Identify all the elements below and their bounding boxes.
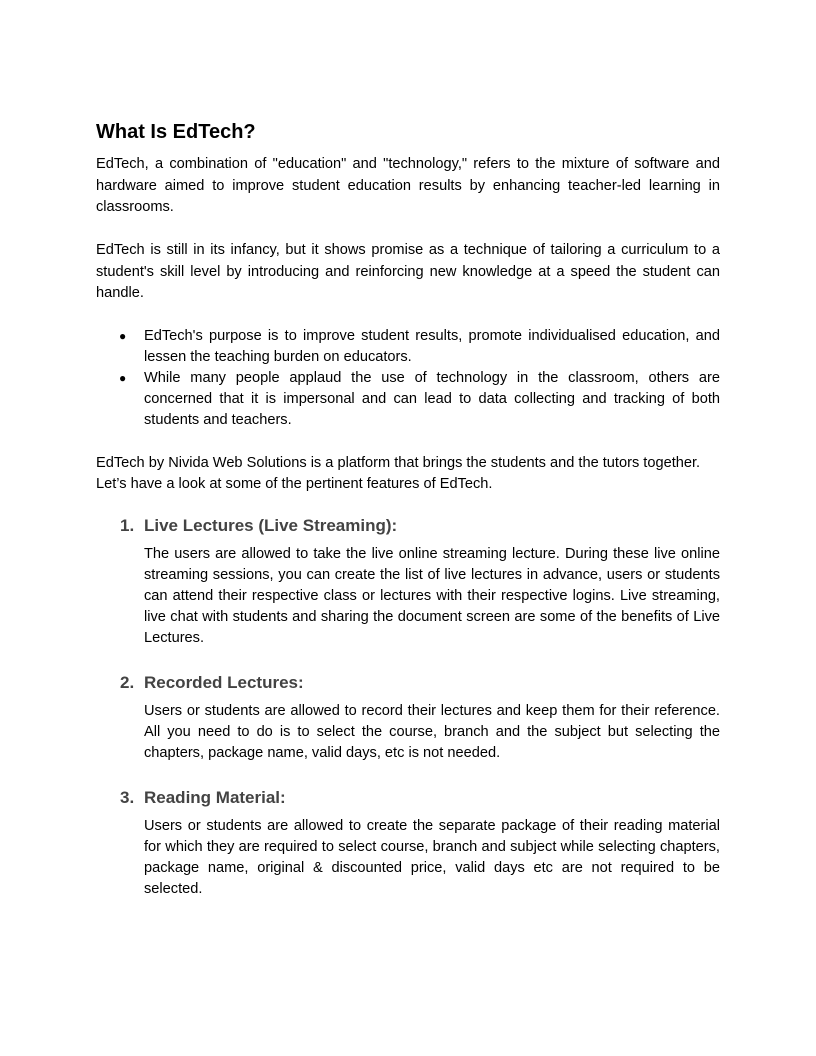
feature-live-lectures [120, 514, 720, 649]
infancy-paragraph: EdTech is still in its infancy, but it shows promise as a technique of tailoring a curriculum to a student's skill level by introducing and reinforcing new knowledge at a speed the student can handle. [96, 242, 720, 301]
document-page [96, 118, 720, 900]
feature-title: Live Lectures (Live Streaming): [144, 515, 398, 535]
bullet-text: While many people applaud the use of technology in the classroom, others are concerned that it is impersonal and can lead to data collecting and tracking of both students and teachers. [144, 370, 720, 428]
bullet-marker: ● [119, 371, 127, 385]
feature-number: 2. [120, 672, 135, 692]
bullet-item [119, 326, 720, 368]
bullet-marker: ● [119, 329, 127, 343]
paragraph-gap [96, 219, 720, 241]
feature-recorded-lectures [120, 671, 720, 764]
platform-paragraph: EdTech by Nivida Web Solutions is a platform that brings the students and the tutors together. Let’s have a look at some of the pertinent features of EdTech. [96, 454, 701, 492]
paragraph-gap [96, 305, 720, 327]
feature-title: Recorded Lectures: [144, 672, 304, 692]
feature-reading-material [120, 786, 720, 900]
feature-heading [120, 786, 720, 810]
bullet-text: EdTech's purpose is to improve student results, promote individualised education, and lessen the teaching burden on educators. [144, 328, 720, 365]
feature-heading [120, 671, 720, 695]
feature-body: Users or students are allowed to record their lectures and keep them for their reference. All you need to do is to select the course, branch and the subject but selecting the chapters, package name, valid days, etc is not needed. [144, 702, 720, 761]
feature-title: Reading Material: [144, 787, 286, 807]
bullet-item [119, 368, 720, 431]
paragraph-gap [96, 431, 720, 453]
intro-paragraph: EdTech, a combination of "education" and "technology," refers to the mixture of software and hardware aimed to improve student education results by enhancing teacher-led learning in classrooms. [96, 156, 720, 215]
page-title: What Is EdTech? [96, 121, 256, 143]
feature-body: Users or students are allowed to create the separate package of their reading material for which they are required to select course, branch and subject while selecting chapters, package name, original & discounted price, valid days etc are not required to be selected. [144, 817, 720, 897]
feature-number: 3. [120, 787, 135, 807]
feature-number: 1. [120, 515, 135, 535]
feature-body: The users are allowed to take the live online streaming lecture. During these live online streaming sessions, you can create the list of live lectures in advance, users or students can attend their respective class or lectures with their respective logins. Live streaming, live chat with students and sharing the document screen are some of the benefits of Live Lectures. [144, 545, 720, 646]
bullet-list [96, 326, 720, 431]
feature-heading [120, 514, 720, 538]
